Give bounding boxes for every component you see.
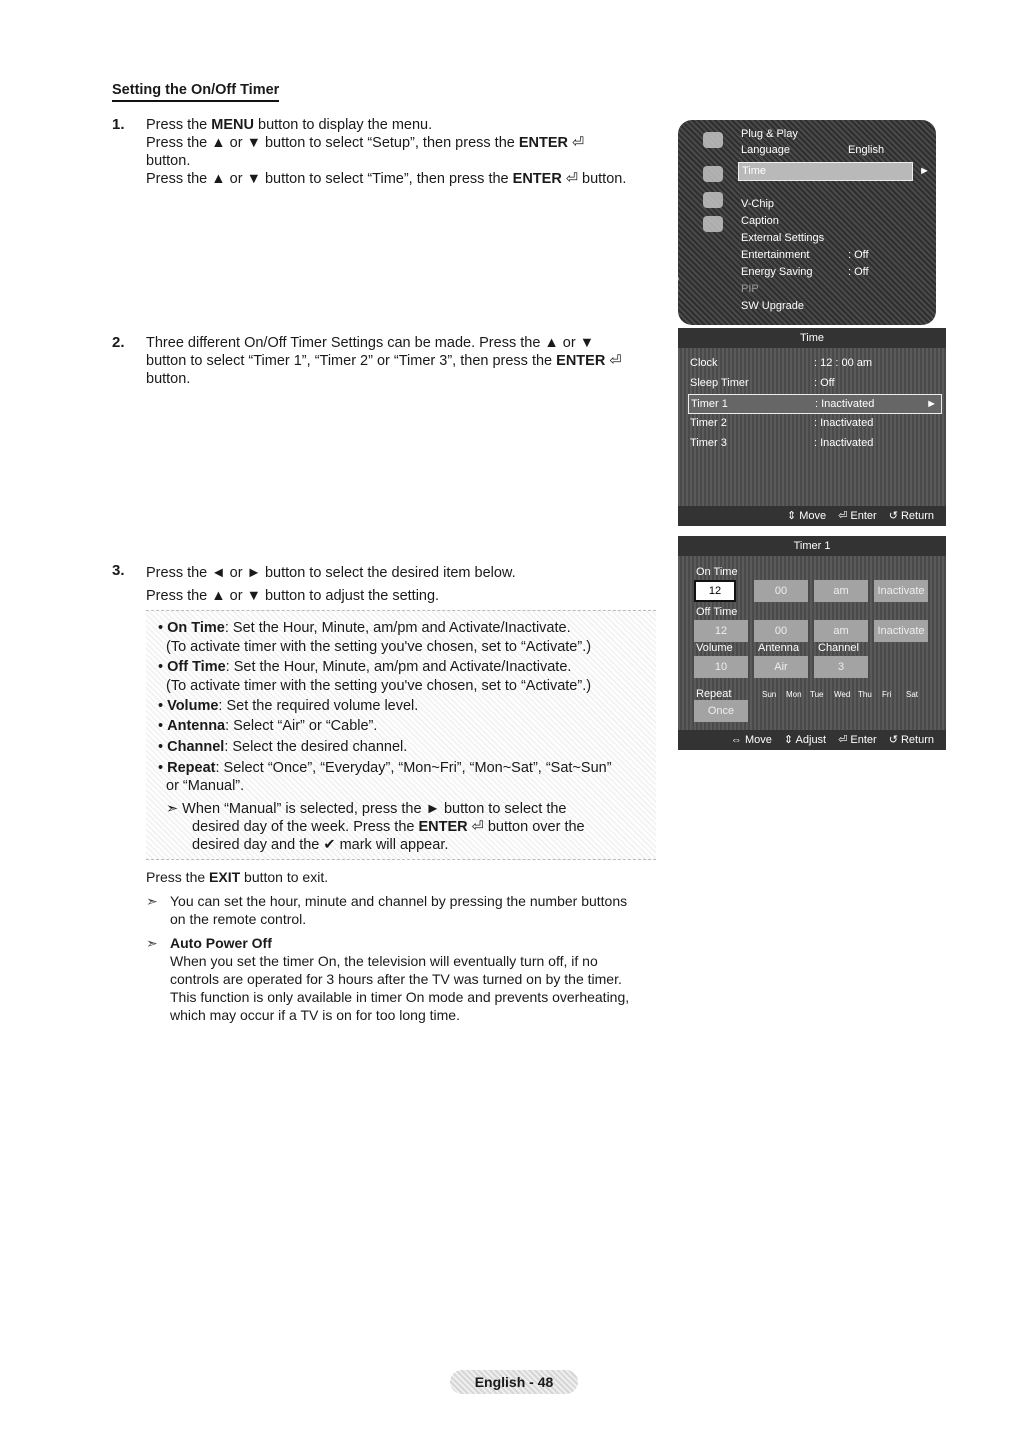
step-line: Press the ▲ or ▼ button to adjust the setting. <box>146 588 440 604</box>
page-number: English - 48 <box>450 1370 578 1394</box>
step-number: 3. <box>112 562 125 579</box>
menu-item-selected[interactable]: Time ► <box>738 162 913 181</box>
step-1-body <box>146 116 666 188</box>
channel-icon <box>703 192 723 208</box>
time-menu-screen <box>678 328 946 526</box>
menu-item[interactable]: Energy Saving : Off <box>741 266 869 278</box>
box-line: desired day and the ✔ mark will appear. <box>192 837 449 853</box>
note-marker-icon: ➣ <box>146 935 158 951</box>
on-time-activate[interactable]: Inactivate <box>874 580 928 602</box>
note-title: Auto Power Off <box>170 935 272 951</box>
return-hint: ↺ Return <box>888 510 934 522</box>
step-3-body <box>146 562 666 608</box>
time-row[interactable]: Clock : 12 : 00 am <box>690 357 873 369</box>
screen-title: Time <box>678 328 946 348</box>
step-number: 1. <box>112 116 125 133</box>
off-time-activate[interactable]: Inactivate <box>874 620 928 642</box>
return-hint: ↺ Return <box>888 734 934 746</box>
note-number-buttons <box>146 892 646 928</box>
arrow-right-icon: ► <box>926 398 937 410</box>
off-time-hour[interactable]: 12 <box>694 620 748 642</box>
repeat-label: Repeat <box>696 688 732 700</box>
note-text: You can set the hour, minute and channel by pressing the number buttons on the remote control. <box>170 893 628 927</box>
time-row-selected[interactable]: Timer 1 : Inactivated ► <box>688 394 942 414</box>
step-line: Press the ▲ or ▼ button to select “Setup”, then press the ENTER ⏎ <box>146 135 585 151</box>
setup-menu-screen <box>668 120 936 325</box>
menu-item[interactable]: SW Upgrade <box>741 300 804 312</box>
screen-footer <box>678 730 946 750</box>
setup-tab-label: Setup <box>668 275 680 304</box>
day-mon[interactable]: Mon <box>786 690 802 699</box>
enter-hint: ⏎ Enter <box>838 734 877 746</box>
step-line: Press the ▲ or ▼ button to select “Time”, then press the ENTER ⏎ button. <box>146 171 627 187</box>
step-number: 2. <box>112 334 125 351</box>
box-line: • Off Time: Set the Hour, Minute, am/pm and Activate/Inactivate. <box>158 659 572 675</box>
move-hint: ⇔ Move <box>730 734 772 746</box>
antenna-value[interactable]: Air <box>754 656 808 678</box>
box-line: • Volume: Set the required volume level. <box>158 698 419 714</box>
menu-item[interactable]: Caption <box>741 215 779 227</box>
time-row[interactable]: Timer 3 : Inactivated <box>690 437 874 449</box>
arrow-right-icon: ► <box>919 165 930 177</box>
move-hint: ⇕ Move <box>786 510 827 522</box>
note-text: When you set the timer On, the television will eventually turn off, if no controls are operated for 3 hours after the TV was turned on by the timer. This function is only available in timer On mode and prevents overheating, which may occur if a TV is on for too long time. <box>170 953 630 1023</box>
menu-sidebar <box>668 120 738 325</box>
day-fri[interactable]: Fri <box>882 690 892 699</box>
day-thu[interactable]: Thu <box>858 690 872 699</box>
note-auto-power-off <box>146 934 646 1024</box>
on-time-label: On Time <box>696 566 738 578</box>
notes <box>146 868 646 1024</box>
input-icon <box>703 216 723 232</box>
box-line: (To activate timer with the setting you've chosen, set to “Activate”.) <box>166 639 592 655</box>
step-line: Press the MENU button to display the menu. <box>146 117 433 133</box>
channel-value[interactable]: 3 <box>814 656 868 678</box>
antenna-label: Antenna <box>758 642 799 654</box>
on-time-minute[interactable]: 00 <box>754 580 808 602</box>
day-tue[interactable]: Tue <box>810 690 824 699</box>
step-line: button to select “Timer 1”, “Timer 2” or “Timer 3”, then press the ENTER ⏎ <box>146 353 622 369</box>
box-line: • On Time: Set the Hour, Minute, am/pm and Activate/Inactivate. <box>158 620 571 636</box>
off-time-ampm[interactable]: am <box>814 620 868 642</box>
menu-item[interactable]: Plug & Play <box>741 128 798 140</box>
step-line: Press the ◄ or ► button to select the desired item below. <box>146 565 516 581</box>
box-line: • Antenna: Select “Air” or “Cable”. <box>158 718 378 734</box>
step-2-body <box>146 334 666 388</box>
note-marker-icon: ➣ <box>146 893 158 909</box>
menu-item[interactable]: V-Chip <box>741 198 775 210</box>
screen-footer <box>678 506 946 526</box>
day-sun[interactable]: Sun <box>762 690 777 699</box>
box-line: • Channel: Select the desired channel. <box>158 739 408 755</box>
step-line: button. <box>146 371 191 387</box>
enter-hint: ⏎ Enter <box>838 510 877 522</box>
section-title: Setting the On/Off Timer <box>112 82 279 102</box>
volume-label: Volume <box>696 642 733 654</box>
screen-title: Timer 1 <box>678 536 946 556</box>
on-time-hour[interactable]: 12 <box>694 580 736 602</box>
time-row[interactable]: Timer 2 : Inactivated <box>690 417 874 429</box>
menu-item[interactable]: Language English <box>741 144 885 156</box>
adjust-hint: ⇕ Adjust <box>783 734 827 746</box>
box-line: • Repeat: Select “Once”, “Everyday”, “Mon~Fri”, “Mon~Sat”, “Sat~Sun” <box>158 760 612 776</box>
menu-item[interactable]: Entertainment : Off <box>741 249 869 261</box>
day-sat[interactable]: Sat <box>906 690 919 699</box>
off-time-minute[interactable]: 00 <box>754 620 808 642</box>
exit-line: Press the EXIT button to exit. <box>146 869 329 885</box>
settings-box <box>146 610 656 860</box>
day-wed[interactable]: Wed <box>834 690 851 699</box>
channel-label: Channel <box>818 642 859 654</box>
menu-item[interactable]: External Settings <box>741 232 825 244</box>
time-row[interactable]: Sleep Timer : Off <box>690 377 835 389</box>
off-time-label: Off Time <box>696 606 738 618</box>
box-line: or “Manual”. <box>166 778 245 794</box>
step-line: button. <box>146 153 191 169</box>
box-line: (To activate timer with the setting you've chosen, set to “Activate”.) <box>166 678 592 694</box>
volume-value[interactable]: 10 <box>694 656 748 678</box>
repeat-value[interactable]: Once <box>694 700 748 722</box>
picture-icon <box>703 132 723 148</box>
box-line: ➣ When “Manual” is selected, press the ► button to select the <box>166 801 567 817</box>
timer1-screen <box>678 536 946 750</box>
menu-item-disabled: PIP <box>741 283 759 295</box>
on-time-ampm[interactable]: am <box>814 580 868 602</box>
sound-icon <box>703 166 723 182</box>
step-line: Three different On/Off Timer Settings can be made. Press the ▲ or ▼ <box>146 335 595 351</box>
box-line: desired day of the week. Press the ENTER ⏎ button over the <box>192 819 585 835</box>
